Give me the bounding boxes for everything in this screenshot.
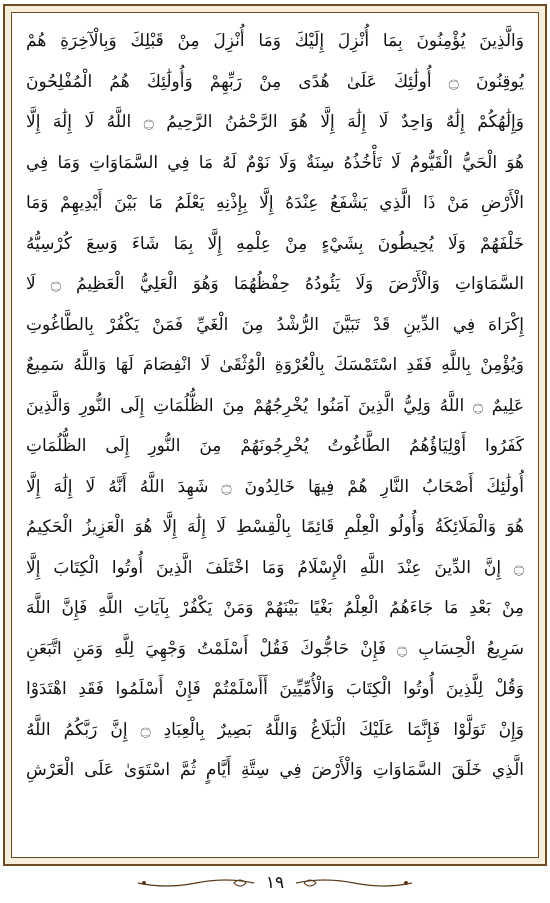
text-line: وَيُؤْمِنْ بِاللَّهِ فَقَدِ اسْتَمْسَكَ بِالْعُرْوَةِ الْوُثْقَىٰ لَا انْفِصَامَ لَهَا وَاللَّهُ سَمِيعٌ (26, 355, 524, 375)
text-line: أُولَٰئِكَ أَصْحَابُ النَّارِ هُمْ فِيهَا خَالِدُونَ ۝ شَهِدَ اللَّهُ أَنَّهُ لَا إِلَٰهَ إِلَّا (26, 476, 524, 497)
text-line: سَرِيعُ الْحِسَابِ ۝ فَإِنْ حَاجُّوكَ فَقُلْ أَسْلَمْتُ وَجْهِيَ لِلَّهِ وَمَنِ اتَّبَعَنِ (26, 638, 524, 659)
text-line: وَإِلَٰهُكُمْ إِلَٰهٌ وَاحِدٌ لَا إِلَٰهَ إِلَّا هُوَ الرَّحْمَٰنُ الرَّحِيمُ ۝ اللَّهُ لَا إِلَٰهَ إِلَّا (26, 112, 524, 132)
text-line: إِكْرَاهَ فِي الدِّينِ قَدْ تَبَيَّنَ الرُّشْدُ مِنَ الْغَيِّ فَمَنْ يَكْفُرْ بِالطَّاغُوتِ (26, 314, 524, 335)
page-frame (3, 4, 547, 866)
text-panel (11, 12, 539, 858)
page-number: ١٩ (265, 873, 285, 893)
text-line: عَلِيمٌ ۝ اللَّهُ وَلِيُّ الَّذِينَ آمَنُوا يُخْرِجُهُمْ مِنَ الظُّلُمَاتِ إِلَى النُّورِ وَالَّذِينَ (26, 395, 524, 416)
text-line: الَّذِي خَلَقَ السَّمَاوَاتِ وَالْأَرْضَ فِي سِتَّةِ أَيَّامٍ ثُمَّ اسْتَوَىٰ عَلَى الْعَرْشِ (26, 760, 524, 780)
text-line: ۝ إِنَّ الدِّينَ عِنْدَ اللَّهِ الْإِسْلَامُ وَمَا اخْتَلَفَ الَّذِينَ أُوتُوا الْكِتَابَ إِلَّا (26, 557, 524, 578)
flourish-left-icon (136, 875, 256, 891)
text-line: الْأَرْضِ مَنْ ذَا الَّذِي يَشْفَعُ عِنْدَهُ إِلَّا بِإِذْنِهِ يَعْلَمُ مَا بَيْنَ أَيْدِيهِمْ وَمَا (26, 193, 524, 213)
text-line: خَلْفَهُمْ وَلَا يُحِيطُونَ بِشَيْءٍ مِنْ عِلْمِهِ إِلَّا بِمَا شَاءَ وَسِعَ كُرْسِيُّهُ (26, 233, 524, 254)
flourish-right-icon (294, 875, 414, 891)
text-line: وَقُلْ لِلَّذِينَ أُوتُوا الْكِتَابَ وَالْأُمِّيِّينَ أَأَسْلَمْتُمْ فَإِنْ أَسْلَمُوا فَقَدِ اهْتَدَوْا (26, 679, 524, 699)
quran-text (26, 21, 524, 849)
text-line: هُوَ وَالْمَلَائِكَةُ وَأُولُو الْعِلْمِ قَائِمًا بِالْقِسْطِ لَا إِلَٰهَ إِلَّا هُوَ الْعَزِيزُ الْحَكِيمُ (26, 517, 524, 537)
text-line: هُوَ الْحَيُّ الْقَيُّومُ لَا تَأْخُذُهُ سِنَةٌ وَلَا نَوْمٌ لَهُ مَا فِي السَّمَاوَاتِ وَمَا فِي (26, 152, 524, 173)
footer-row (0, 868, 550, 898)
text-line: وَإِنْ تَوَلَّوْا فَإِنَّمَا عَلَيْكَ الْبَلَاغُ وَاللَّهُ بَصِيرٌ بِالْعِبَادِ ۝ إِنَّ رَبَّكُمُ اللَّهُ (26, 719, 524, 740)
text-line: مِنْ بَعْدِ مَا جَاءَهُمُ الْعِلْمُ بَغْيًا بَيْنَهُمْ وَمَنْ يَكْفُرْ بِآيَاتِ اللَّهِ فَإِنَّ اللَّهَ (26, 598, 524, 618)
text-line: يُوقِنُونَ ۝ أُولَٰئِكَ عَلَىٰ هُدًى مِنْ رَبِّهِمْ وَأُولَٰئِكَ هُمُ الْمُفْلِحُونَ (26, 71, 524, 92)
text-line: وَالَّذِينَ يُؤْمِنُونَ بِمَا أُنْزِلَ إِلَيْكَ وَمَا أُنْزِلَ مِنْ قَبْلِكَ وَبِالْآخِرَةِ هُمْ (26, 31, 524, 51)
text-line: كَفَرُوا أَوْلِيَاؤُهُمُ الطَّاغُوتُ يُخْرِجُونَهُمْ مِنَ النُّورِ إِلَى الظُّلُمَاتِ (26, 436, 524, 456)
page-footer (0, 868, 550, 898)
text-line: السَّمَاوَاتِ وَالْأَرْضَ وَلَا يَئُودُهُ حِفْظُهُمَا وَهُوَ الْعَلِيُّ الْعَظِيمُ ۝ لَا (26, 274, 524, 294)
